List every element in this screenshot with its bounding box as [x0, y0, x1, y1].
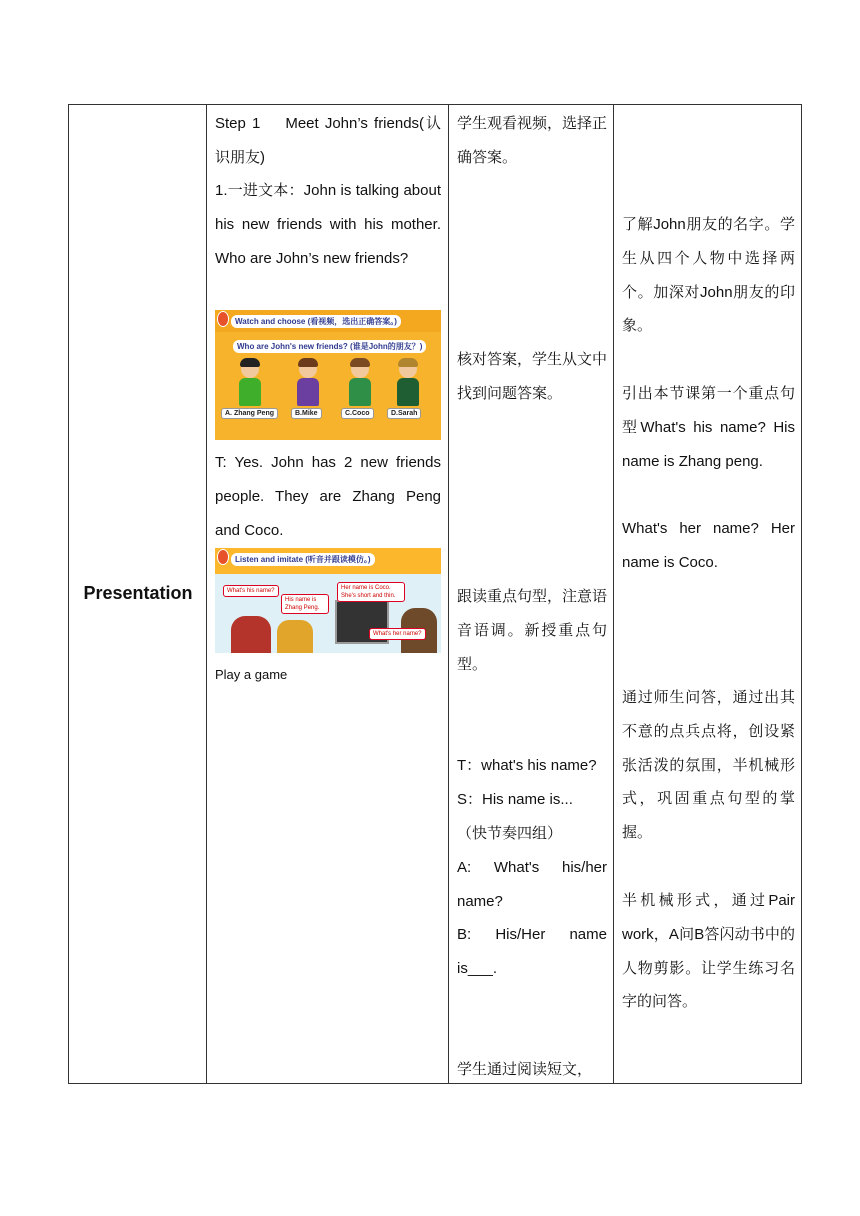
- student-p4-line2: S：His name is...: [457, 791, 573, 808]
- purpose-p1: 了解John朋友的名字。学生从四个人物中选择两个。加深对John朋友的印象。: [622, 216, 795, 335]
- purpose-p2: 引出本节课第一个重点句型What's his name? His name is Zhang peng.: [622, 385, 795, 470]
- option-b: B.Mike: [291, 408, 322, 419]
- student-p5: 学生通过阅读短文，: [457, 1061, 593, 1078]
- student-p2: 核对答案，学生从文中找到问题答案。: [457, 351, 608, 402]
- option-d: D.Sarah: [387, 408, 421, 419]
- student-p4-line3: （快节奏四组）: [457, 825, 563, 842]
- coco-figure: [347, 360, 373, 408]
- play-game-text: Play a game: [215, 667, 288, 682]
- john-figure: [277, 620, 313, 653]
- watch-and-choose-image: [215, 310, 441, 440]
- option-a: A. Zhang Peng: [221, 408, 278, 419]
- zhang-peng-figure: [237, 360, 263, 408]
- purpose-p5: 半机械形式，通过Pair work，A问B答闪动书中的人物剪影。让学生练习名字的问答。: [622, 892, 795, 1011]
- item1-text: 1.一进文本：John is talking about his new friends with his mother. Who are John’s new friends?: [215, 182, 461, 267]
- image1-question: Who are John's new friends? (谁是John的朋友？): [233, 340, 426, 353]
- mother-figure: [231, 616, 271, 653]
- student-p4-line4: A: What's his/her name?: [457, 859, 607, 910]
- lesson-plan-table: [68, 104, 802, 1084]
- option-c: C.Coco: [341, 408, 374, 419]
- bubble-3: Her name is Coco. She's short and thin.: [337, 582, 405, 602]
- student-p4-line5: B: His/Her name is___.: [457, 926, 607, 977]
- stage-column: [69, 105, 207, 1083]
- balloon-icon: [217, 311, 229, 327]
- listen-and-imitate-image: [215, 548, 441, 653]
- mike-figure: [295, 360, 321, 408]
- image1-header: Watch and choose (看视频，选出正确答案。): [231, 315, 401, 328]
- student-p1: 学生观看视频，选择正确答案。: [457, 115, 608, 166]
- student-activity-column: [449, 105, 614, 1083]
- student-p3: 跟读重点句型，注意语音语调。新授重点句型。: [457, 588, 608, 673]
- sarah-figure: [395, 360, 421, 408]
- teacher-activity-column: [207, 105, 461, 1083]
- bubble-2: His name is Zhang Peng.: [281, 594, 329, 614]
- stage-label: Presentation: [83, 583, 193, 603]
- step1-title: Step 1 Meet John’s friends(认识朋友): [215, 115, 441, 166]
- bubble-1: What's his name?: [223, 585, 279, 597]
- purpose-column: [614, 105, 803, 1083]
- teacher-line: T: Yes. John has 2 new friends people. They are Zhang Peng and Coco.: [215, 454, 441, 539]
- balloon-icon: [217, 549, 229, 565]
- purpose-p4: 通过师生问答，通过出其不意的点兵点将，创设紧张活泼的氛围，半机械形式，巩固重点句型的掌握。: [622, 689, 795, 842]
- bubble-4: What's her name?: [369, 628, 426, 640]
- purpose-p3: What's her name? Her name is Coco.: [622, 520, 795, 571]
- image2-header: Listen and imitate (听音并跟读模仿。): [231, 553, 375, 566]
- student-p4-line1: T：what's his name?: [457, 757, 597, 774]
